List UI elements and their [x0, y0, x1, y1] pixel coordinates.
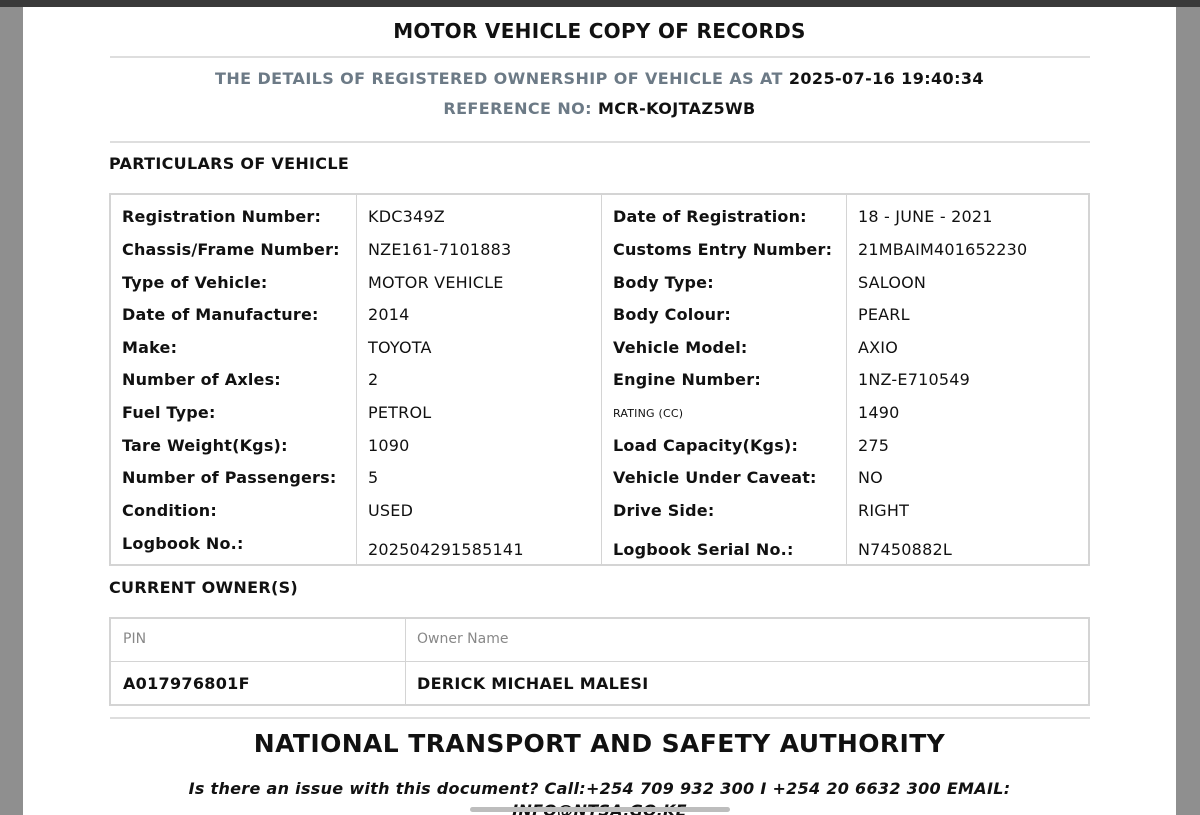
vehicle-field-label: Fuel Type: [122, 403, 216, 422]
vehicle-field-value: 202504291585141 [368, 540, 524, 559]
vehicle-field-value: AXIO [858, 338, 899, 357]
vehicle-field-label: Logbook Serial No.: [613, 540, 794, 559]
divider [110, 56, 1090, 58]
vehicle-field-value: 18 - JUNE - 2021 [858, 207, 993, 226]
vehicle-field-label: Chassis/Frame Number: [122, 240, 340, 259]
divider [110, 717, 1090, 719]
pin-column-header: PIN [123, 631, 147, 647]
vehicle-field-value: 2014 [368, 305, 410, 324]
document-page [23, 7, 1176, 815]
vehicle-field-label: Vehicle Under Caveat: [613, 468, 817, 487]
vehicle-field-label: Logbook No.: [122, 534, 244, 553]
column-divider [356, 195, 357, 564]
ownership-line [23, 69, 1176, 88]
ownership-datetime: 2025-07-16 19:40:34 [788, 69, 984, 88]
owner-pin: A017976801F [123, 674, 250, 693]
ownership-prefix: THE DETAILS OF REGISTERED OWNERSHIP OF VEHICLE AS AT [215, 69, 783, 88]
vehicle-field-value: NZE161-7101883 [368, 240, 512, 259]
vehicle-field-label: Load Capacity(Kgs): [613, 436, 799, 455]
divider [110, 141, 1090, 143]
owners-table [109, 617, 1090, 706]
vehicle-section-title: PARTICULARS OF VEHICLE [109, 154, 350, 173]
vehicle-field-label: Condition: [122, 501, 217, 520]
vehicle-field-value: PEARL [858, 305, 910, 324]
vehicle-field-value: NO [858, 468, 883, 487]
column-divider [405, 619, 406, 704]
vehicle-field-label: Make: [122, 338, 178, 357]
vehicle-field-value: TOYOTA [368, 338, 432, 357]
vehicle-field-label: RATING (CC) [613, 407, 684, 420]
document-title: MOTOR VEHICLE COPY OF RECORDS [393, 19, 806, 43]
vehicle-field-label: Number of Axles: [122, 370, 281, 389]
column-divider [846, 195, 847, 564]
vehicle-field-label: Customs Entry Number: [613, 240, 833, 259]
vehicle-field-value: USED [368, 501, 414, 520]
owner-name-column-header: Owner Name [417, 631, 509, 647]
viewer-top-bar [0, 0, 1200, 7]
owners-section-title: CURRENT OWNER(S) [109, 578, 299, 597]
vehicle-field-value: 2 [368, 370, 379, 389]
vehicle-field-label: Engine Number: [613, 370, 761, 389]
row-divider [111, 661, 1088, 662]
vehicle-field-value: KDC349Z [368, 207, 445, 226]
vehicle-field-label: Date of Manufacture: [122, 305, 319, 324]
reference-line [23, 99, 1176, 118]
reference-prefix: REFERENCE NO: [443, 99, 592, 118]
contact-note: Is there an issue with this document? Call:+254 709 932 300 I +254 20 6632 300 EMAIL: [188, 779, 1011, 798]
vehicle-field-value: 1NZ-E710549 [858, 370, 970, 389]
vehicle-field-label: Date of Registration: [613, 207, 807, 226]
vehicle-field-value: 21MBAIM401652230 [858, 240, 1028, 259]
vehicle-field-label: Number of Passengers: [122, 468, 337, 487]
vehicle-field-value: RIGHT [858, 501, 910, 520]
scroll-indicator[interactable] [470, 807, 730, 812]
vehicle-field-value: PETROL [368, 403, 432, 422]
vehicle-field-value: SALOON [858, 273, 927, 292]
vehicle-field-label: Body Type: [613, 273, 714, 292]
reference-number: MCR-KOJTAZ5WB [597, 99, 756, 118]
authority-name: NATIONAL TRANSPORT AND SAFETY AUTHORITY [253, 729, 946, 758]
vehicle-field-value: 1090 [368, 436, 410, 455]
vehicle-field-label: Type of Vehicle: [122, 273, 268, 292]
owner-name: DERICK MICHAEL MALESI [417, 674, 649, 693]
vehicle-field-value: 5 [368, 468, 379, 487]
vehicle-field-label: Body Colour: [613, 305, 731, 324]
vehicle-field-label: Vehicle Model: [613, 338, 748, 357]
vehicle-field-label: Registration Number: [122, 207, 322, 226]
vehicle-field-value: 1490 [858, 403, 900, 422]
vehicle-field-label: Drive Side: [613, 501, 715, 520]
vehicle-field-value: MOTOR VEHICLE [368, 273, 504, 292]
vehicle-field-value: N7450882L [858, 540, 952, 559]
column-divider [601, 195, 602, 564]
vehicle-field-value: 275 [858, 436, 890, 455]
vehicle-field-label: Tare Weight(Kgs): [122, 436, 288, 455]
vehicle-particulars-table [109, 193, 1090, 566]
